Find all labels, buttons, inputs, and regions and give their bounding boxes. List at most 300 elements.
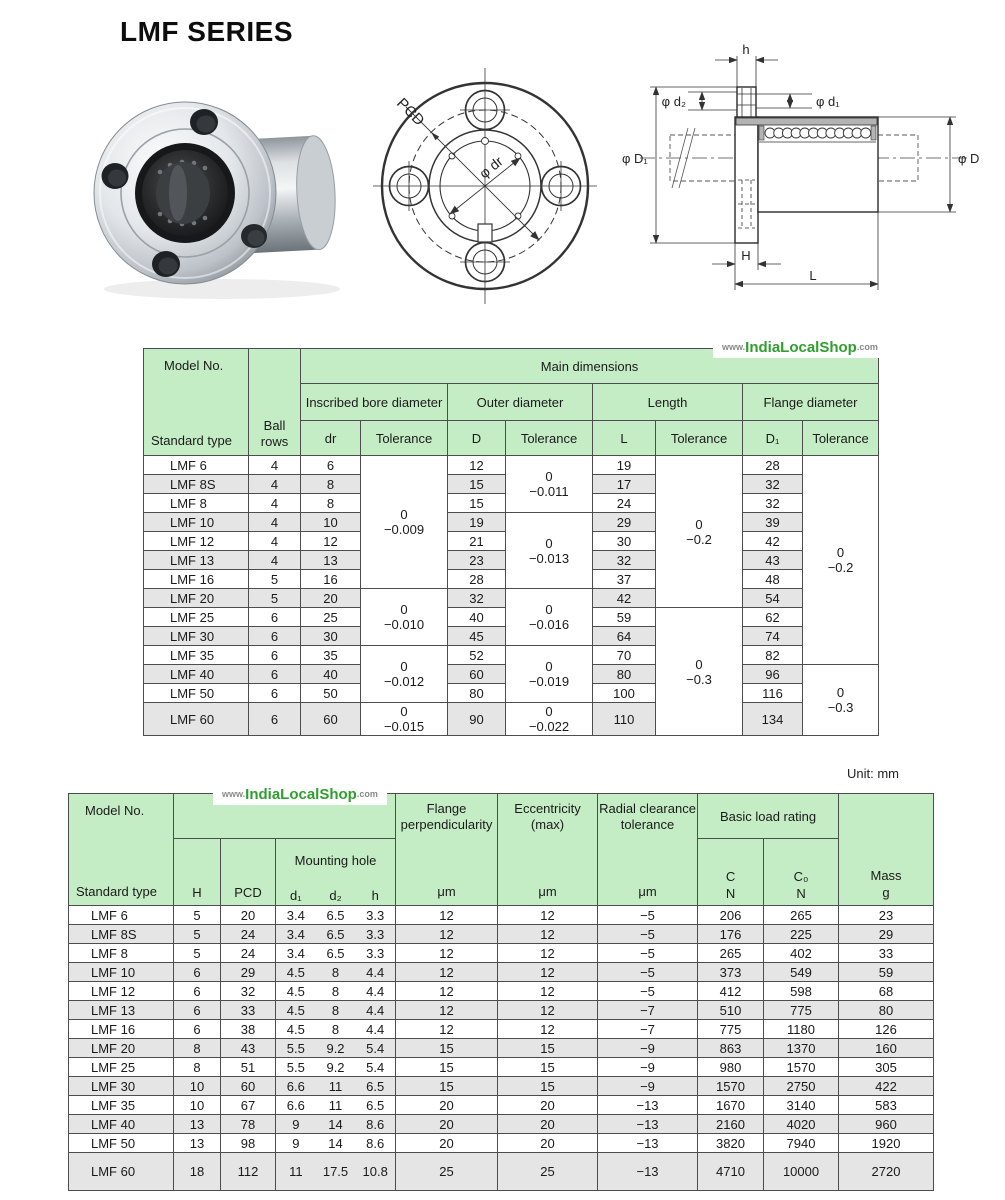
- ball-rows-header: Ball rows: [249, 349, 301, 456]
- cell-radial-clearance: −7: [598, 1020, 698, 1039]
- cell-model: LMF 12: [144, 532, 249, 551]
- cell-dr-tolerance: 0 −0.015: [361, 703, 448, 736]
- cell-eccentricity: 20: [498, 1134, 598, 1153]
- cell-H: 8: [174, 1039, 221, 1058]
- table-row: [69, 906, 934, 925]
- group-header-outer-diameter: Outer diameter: [448, 384, 593, 421]
- cell-model: LMF 6: [69, 906, 174, 925]
- cell-radial-clearance: −9: [598, 1058, 698, 1077]
- cell-model: LMF 30: [69, 1077, 174, 1096]
- cell-C0: 402: [764, 944, 839, 963]
- cell-PCD: 33: [221, 1001, 276, 1020]
- front-view-diagram: [370, 58, 605, 306]
- col-header-PCD: PCD: [221, 839, 276, 906]
- cell-ball-rows: 4: [249, 494, 301, 513]
- cell-eccentricity: 25: [498, 1153, 598, 1191]
- table-row: [144, 513, 879, 532]
- cell-model: LMF 60: [144, 703, 249, 736]
- cell-mass: 68: [839, 982, 934, 1001]
- cell-PCD: 20: [221, 906, 276, 925]
- cell-C: 863: [698, 1039, 764, 1058]
- cell-mass: 1920: [839, 1134, 934, 1153]
- cell-eccentricity: 15: [498, 1077, 598, 1096]
- col-header-h: h: [371, 887, 379, 903]
- cell-D1: 32: [743, 494, 803, 513]
- cell-ball-rows: 6: [249, 608, 301, 627]
- cell-ball-rows: 5: [249, 570, 301, 589]
- cell-D-tolerance: 0 −0.011: [506, 456, 593, 513]
- cell-dr: 40: [301, 665, 361, 684]
- cell-ball-rows: 6: [249, 646, 301, 665]
- cell-D1-tolerance: 0 −0.2: [803, 456, 879, 665]
- cell-H: 5: [174, 944, 221, 963]
- cell-flange-perpendicularity: 12: [396, 963, 498, 982]
- col-header-D1: D₁: [743, 421, 803, 456]
- cell-PCD: 32: [221, 982, 276, 1001]
- cell-flange-perpendicularity: 12: [396, 925, 498, 944]
- cell-C0: 225: [764, 925, 839, 944]
- basic-load-rating-header: Basic load rating: [698, 794, 839, 839]
- table-row: [69, 1134, 934, 1153]
- col-header-C: C N: [698, 839, 764, 906]
- cell-PCD: 24: [221, 944, 276, 963]
- cell-L: 37: [593, 570, 656, 589]
- cell-D1: 28: [743, 456, 803, 475]
- h-label: h: [742, 42, 750, 57]
- cell-model: LMF 60: [69, 1153, 174, 1191]
- col-header-H: H: [174, 839, 221, 906]
- cell-dr-tolerance: 0 −0.009: [361, 456, 448, 589]
- pcd-dimension-line: [406, 107, 539, 240]
- cell-PCD: 60: [221, 1077, 276, 1096]
- outer-diameter-label: φ D: [958, 151, 980, 166]
- cell-radial-clearance: −5: [598, 982, 698, 1001]
- cell-C0: 1370: [764, 1039, 839, 1058]
- standard-type-label: Standard type: [151, 432, 232, 448]
- cell-D-tolerance: 0 −0.013: [506, 513, 593, 589]
- cell-D1: 82: [743, 646, 803, 665]
- col-header-D-tolerance: Tolerance: [506, 421, 593, 456]
- cell-D: 23: [448, 551, 506, 570]
- model-no-label: Model No.: [164, 357, 224, 373]
- cell-model: LMF 13: [69, 1001, 174, 1020]
- cell-C: 1570: [698, 1077, 764, 1096]
- cell-model: LMF 16: [144, 570, 249, 589]
- cell-D: 90: [448, 703, 506, 736]
- cell-D1: 54: [743, 589, 803, 608]
- length-label: L: [809, 268, 817, 283]
- cell-mounting-hole: 6.6 11 6.5: [276, 1096, 396, 1115]
- cell-C: 176: [698, 925, 764, 944]
- watermark: [713, 337, 887, 358]
- cell-C: 3820: [698, 1134, 764, 1153]
- main-dimensions-header: Main dimensions: [301, 349, 879, 384]
- cell-L: 42: [593, 589, 656, 608]
- cell-PCD: 38: [221, 1020, 276, 1039]
- table-row: [69, 963, 934, 982]
- table-row: [144, 646, 879, 665]
- cell-model: LMF 30: [144, 627, 249, 646]
- cell-PCD: 112: [221, 1153, 276, 1191]
- spec-table: [68, 793, 934, 1191]
- cell-C0: 1570: [764, 1058, 839, 1077]
- cell-PCD: 98: [221, 1134, 276, 1153]
- cell-ball-rows: 4: [249, 513, 301, 532]
- cell-mass: 422: [839, 1077, 934, 1096]
- cell-model: LMF 35: [144, 646, 249, 665]
- flange-width-label: H: [741, 248, 751, 263]
- cell-mounting-hole: 4.5 8 4.4: [276, 982, 396, 1001]
- flange-boss-section: [737, 87, 756, 117]
- cell-L: 24: [593, 494, 656, 513]
- cell-C0: 549: [764, 963, 839, 982]
- cell-radial-clearance: −5: [598, 963, 698, 982]
- cell-model: LMF 10: [144, 513, 249, 532]
- cell-radial-clearance: −13: [598, 1096, 698, 1115]
- cell-radial-clearance: −13: [598, 1153, 698, 1191]
- cell-radial-clearance: −5: [598, 925, 698, 944]
- cell-ball-rows: 6: [249, 684, 301, 703]
- cell-flange-perpendicularity: 12: [396, 982, 498, 1001]
- cell-D: 12: [448, 456, 506, 475]
- cell-dr: 8: [301, 475, 361, 494]
- cell-mass: 29: [839, 925, 934, 944]
- cell-mounting-hole: 4.5 8 4.4: [276, 1020, 396, 1039]
- cell-dr: 30: [301, 627, 361, 646]
- cell-eccentricity: 12: [498, 925, 598, 944]
- cell-L: 70: [593, 646, 656, 665]
- watermark-brand: IndiaLocalShop: [745, 339, 857, 356]
- table-row: [69, 1115, 934, 1134]
- mounting-hole-header: Mounting hole d₁ d₂ h: [276, 839, 396, 906]
- cell-mass: 33: [839, 944, 934, 963]
- cell-L: 29: [593, 513, 656, 532]
- table-row: [69, 1020, 934, 1039]
- watermark-brand: IndiaLocalShop: [245, 786, 357, 803]
- watermark: [213, 784, 387, 805]
- cell-mounting-hole: 9 14 8.6: [276, 1115, 396, 1134]
- cell-ball-rows: 4: [249, 456, 301, 475]
- bore-diameter-label: φ dr: [475, 152, 506, 182]
- watermark-suffix: .com: [856, 342, 878, 352]
- cell-C: 4710: [698, 1153, 764, 1191]
- cell-ball-rows: 6: [249, 665, 301, 684]
- cell-L-tolerance: 0 −0.2: [656, 456, 743, 608]
- cell-dr-tolerance: 0 −0.012: [361, 646, 448, 703]
- cell-model: LMF 13: [144, 551, 249, 570]
- cell-radial-clearance: −7: [598, 1001, 698, 1020]
- cell-PCD: 29: [221, 963, 276, 982]
- cell-mounting-hole: 9 14 8.6: [276, 1134, 396, 1153]
- cell-L: 110: [593, 703, 656, 736]
- cell-radial-clearance: −5: [598, 906, 698, 925]
- section-view-diagram: [620, 30, 985, 304]
- cell-C: 980: [698, 1058, 764, 1077]
- cell-C: 510: [698, 1001, 764, 1020]
- cell-L: 19: [593, 456, 656, 475]
- model-no-header: [69, 794, 174, 906]
- col-header-C0: C₀ N: [764, 839, 839, 906]
- cell-H: 6: [174, 1001, 221, 1020]
- cell-C0: 3140: [764, 1096, 839, 1115]
- cell-H: 6: [174, 1020, 221, 1039]
- cell-dr-tolerance: 0 −0.010: [361, 589, 448, 646]
- cell-C: 265: [698, 944, 764, 963]
- group-header-bore: Inscribed bore diameter: [301, 384, 448, 421]
- cell-model: LMF 8S: [69, 925, 174, 944]
- cell-flange-perpendicularity: 12: [396, 1001, 498, 1020]
- col-header-L: L: [593, 421, 656, 456]
- cell-D: 15: [448, 494, 506, 513]
- mass-header: Mass g: [839, 794, 934, 906]
- cell-flange-perpendicularity: 20: [396, 1134, 498, 1153]
- cell-flange-perpendicularity: 20: [396, 1115, 498, 1134]
- cell-D: 32: [448, 589, 506, 608]
- cell-flange-perpendicularity: 15: [396, 1058, 498, 1077]
- cell-dr: 35: [301, 646, 361, 665]
- cell-D1: 62: [743, 608, 803, 627]
- radial-clearance-header: Radial clearance tolerance μm: [598, 794, 698, 906]
- cell-L: 80: [593, 665, 656, 684]
- table-row: [69, 1096, 934, 1115]
- cell-ball-rows: 6: [249, 703, 301, 736]
- cell-C: 373: [698, 963, 764, 982]
- cell-L: 59: [593, 608, 656, 627]
- cell-D-tolerance: 0 −0.016: [506, 589, 593, 646]
- cell-eccentricity: 12: [498, 1020, 598, 1039]
- standard-type-label: Standard type: [76, 883, 157, 899]
- cell-radial-clearance: −9: [598, 1077, 698, 1096]
- cell-L: 32: [593, 551, 656, 570]
- cell-mass: 80: [839, 1001, 934, 1020]
- cell-mass: 583: [839, 1096, 934, 1115]
- cell-PCD: 24: [221, 925, 276, 944]
- cell-C0: 10000: [764, 1153, 839, 1191]
- cell-C0: 775: [764, 1001, 839, 1020]
- cell-model: LMF 8: [144, 494, 249, 513]
- group-header-flange-diameter: Flange diameter: [743, 384, 879, 421]
- cell-L: 17: [593, 475, 656, 494]
- cell-radial-clearance: −9: [598, 1039, 698, 1058]
- cell-H: 5: [174, 925, 221, 944]
- table-row: [69, 1077, 934, 1096]
- cell-eccentricity: 15: [498, 1039, 598, 1058]
- cell-C: 412: [698, 982, 764, 1001]
- cell-D1: 43: [743, 551, 803, 570]
- watermark-prefix: www.: [722, 342, 746, 352]
- cell-mass: 305: [839, 1058, 934, 1077]
- cell-L-tolerance: 0 −0.3: [656, 608, 743, 736]
- watermark-suffix: .com: [356, 789, 378, 799]
- cell-eccentricity: 12: [498, 906, 598, 925]
- cell-D: 60: [448, 665, 506, 684]
- cell-D: 19: [448, 513, 506, 532]
- cell-dr: 50: [301, 684, 361, 703]
- table-row: [69, 1001, 934, 1020]
- cell-C: 2160: [698, 1115, 764, 1134]
- cell-model: LMF 20: [144, 589, 249, 608]
- cell-D: 52: [448, 646, 506, 665]
- cell-C0: 265: [764, 906, 839, 925]
- table-row: [69, 1058, 934, 1077]
- cell-L: 64: [593, 627, 656, 646]
- cell-flange-perpendicularity: 15: [396, 1039, 498, 1058]
- cell-mounting-hole: 6.6 11 6.5: [276, 1077, 396, 1096]
- cell-PCD: 51: [221, 1058, 276, 1077]
- table-row: [69, 944, 934, 963]
- cell-D: 15: [448, 475, 506, 494]
- col-header-d1: d₁: [290, 887, 302, 903]
- cell-eccentricity: 12: [498, 1001, 598, 1020]
- watermark-prefix: www.: [222, 789, 246, 799]
- cell-D1: 134: [743, 703, 803, 736]
- cell-flange-perpendicularity: 12: [396, 1020, 498, 1039]
- cell-C: 206: [698, 906, 764, 925]
- cell-flange-perpendicularity: 25: [396, 1153, 498, 1191]
- cell-D1: 48: [743, 570, 803, 589]
- cell-ball-rows: 6: [249, 627, 301, 646]
- table-row: [69, 1039, 934, 1058]
- cell-model: LMF 50: [144, 684, 249, 703]
- cell-mass: 2720: [839, 1153, 934, 1191]
- cell-H: 8: [174, 1058, 221, 1077]
- cell-eccentricity: 12: [498, 982, 598, 1001]
- flange-perpendicularity-header: Flange perpendicularity μm: [396, 794, 498, 906]
- cell-H: 13: [174, 1134, 221, 1153]
- cell-D1: 96: [743, 665, 803, 684]
- cell-radial-clearance: −5: [598, 944, 698, 963]
- flange-diameter-label: φ D₁: [622, 151, 648, 166]
- cell-model: LMF 8S: [144, 475, 249, 494]
- cell-dr: 60: [301, 703, 361, 736]
- cell-model: LMF 25: [144, 608, 249, 627]
- cell-D: 45: [448, 627, 506, 646]
- cell-mass: 23: [839, 906, 934, 925]
- cell-flange-perpendicularity: 15: [396, 1077, 498, 1096]
- cell-C: 775: [698, 1020, 764, 1039]
- cell-dr: 10: [301, 513, 361, 532]
- cell-mass: 160: [839, 1039, 934, 1058]
- main-dimensions-table: [143, 348, 879, 736]
- cell-PCD: 43: [221, 1039, 276, 1058]
- cell-model: LMF 16: [69, 1020, 174, 1039]
- cell-model: LMF 20: [69, 1039, 174, 1058]
- cell-model: LMF 35: [69, 1096, 174, 1115]
- cell-radial-clearance: −13: [598, 1134, 698, 1153]
- photo-shadow: [104, 279, 340, 299]
- col-header-d2: d₂: [329, 887, 342, 903]
- cell-D1: 32: [743, 475, 803, 494]
- cell-mounting-hole: 11 17.5 10.8: [276, 1153, 396, 1191]
- cell-D: 28: [448, 570, 506, 589]
- page-title: LMF SERIES: [120, 16, 294, 47]
- cell-D1: 42: [743, 532, 803, 551]
- cell-C0: 7940: [764, 1134, 839, 1153]
- cell-model: LMF 25: [69, 1058, 174, 1077]
- cell-dr: 25: [301, 608, 361, 627]
- cell-dr: 13: [301, 551, 361, 570]
- cell-dr: 6: [301, 456, 361, 475]
- cell-D: 21: [448, 532, 506, 551]
- cell-eccentricity: 20: [498, 1096, 598, 1115]
- keyway-slot: [478, 224, 492, 242]
- cell-D1: 39: [743, 513, 803, 532]
- cell-flange-perpendicularity: 12: [396, 944, 498, 963]
- cell-H: 6: [174, 963, 221, 982]
- main-dimensions-table-body: [144, 456, 879, 736]
- cell-L: 100: [593, 684, 656, 703]
- cell-H: 10: [174, 1077, 221, 1096]
- cell-model: LMF 50: [69, 1134, 174, 1153]
- col-header-L-tolerance: Tolerance: [656, 421, 743, 456]
- cell-PCD: 67: [221, 1096, 276, 1115]
- cell-mounting-hole: 3.4 6.5 3.3: [276, 944, 396, 963]
- cell-mass: 126: [839, 1020, 934, 1039]
- cell-mounting-hole: 5.5 9.2 5.4: [276, 1039, 396, 1058]
- cell-L: 30: [593, 532, 656, 551]
- cell-eccentricity: 20: [498, 1115, 598, 1134]
- cell-ball-rows: 4: [249, 475, 301, 494]
- cell-eccentricity: 15: [498, 1058, 598, 1077]
- pcd-label: PCD: [393, 94, 428, 130]
- cell-H: 6: [174, 982, 221, 1001]
- table-row: [69, 982, 934, 1001]
- cell-C: 1670: [698, 1096, 764, 1115]
- cell-dr: 8: [301, 494, 361, 513]
- cell-D1-tolerance: 0 −0.3: [803, 665, 879, 736]
- cell-model: LMF 40: [144, 665, 249, 684]
- cell-mass: 960: [839, 1115, 934, 1134]
- cell-D1: 74: [743, 627, 803, 646]
- cell-mounting-hole: 4.5 8 4.4: [276, 963, 396, 982]
- cell-ball-rows: 5: [249, 589, 301, 608]
- cell-dr: 16: [301, 570, 361, 589]
- cell-model: LMF 12: [69, 982, 174, 1001]
- table-row: [144, 703, 879, 736]
- cell-H: 13: [174, 1115, 221, 1134]
- cell-model: LMF 10: [69, 963, 174, 982]
- table-row: [69, 1153, 934, 1191]
- group-header-length: Length: [593, 384, 743, 421]
- cell-D-tolerance: 0 −0.022: [506, 703, 593, 736]
- cell-H: 5: [174, 906, 221, 925]
- cell-ball-rows: 4: [249, 551, 301, 570]
- col-header-dr: dr: [301, 421, 361, 456]
- cell-eccentricity: 12: [498, 963, 598, 982]
- cell-dr: 12: [301, 532, 361, 551]
- d2-label: φ d₂: [661, 94, 686, 109]
- cell-D: 40: [448, 608, 506, 627]
- col-header-D: D: [448, 421, 506, 456]
- cell-model: LMF 8: [69, 944, 174, 963]
- cell-C0: 1180: [764, 1020, 839, 1039]
- cell-mounting-hole: 5.5 9.2 5.4: [276, 1058, 396, 1077]
- product-photo: [82, 80, 347, 305]
- cell-H: 18: [174, 1153, 221, 1191]
- cell-model: LMF 6: [144, 456, 249, 475]
- bearing-bore: [135, 143, 235, 243]
- model-no-label: Model No.: [85, 802, 145, 818]
- model-no-header: [144, 349, 249, 456]
- cell-H: 10: [174, 1096, 221, 1115]
- cell-D-tolerance: 0 −0.019: [506, 646, 593, 703]
- table-row: [144, 456, 879, 475]
- cell-flange-perpendicularity: 12: [396, 906, 498, 925]
- cell-C0: 4020: [764, 1115, 839, 1134]
- col-header-D1-tolerance: Tolerance: [803, 421, 879, 456]
- cell-radial-clearance: −13: [598, 1115, 698, 1134]
- cell-mounting-hole: 3.4 6.5 3.3: [276, 906, 396, 925]
